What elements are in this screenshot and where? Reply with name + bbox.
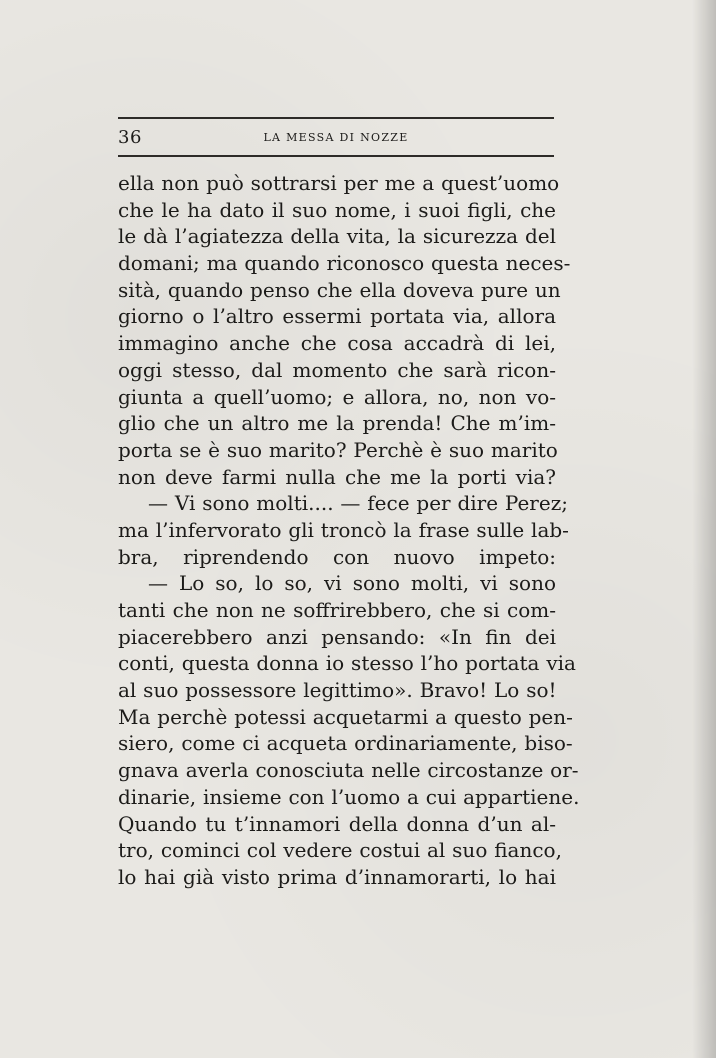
- spine-shadow: [692, 0, 716, 1058]
- text-line: giunta a quell’uomo; e allora, no, non vo-: [118, 384, 556, 409]
- text-line: le dà l’agiatezza della vita, la sicurezza del: [118, 224, 556, 249]
- text-line: tro, cominci col vedere costui al suo fianco,: [118, 838, 562, 863]
- text-line: oggi stesso, dal momento che sarà ricon-: [118, 357, 556, 382]
- text-line: piacerebbero anzi pensando: «In fin dei: [118, 624, 556, 649]
- text-line: porta se è suo marito? Perchè è suo marito: [118, 437, 558, 462]
- text-line: bra, riprendendo con nuovo impeto:: [118, 544, 556, 569]
- text-line: conti, questa donna io stesso l’ho portata via: [118, 651, 576, 676]
- text-line: ma l’infervorato gli troncò la frase sulle lab-: [118, 517, 569, 542]
- text-line: giorno o l’altro essermi portata via, allora: [118, 304, 556, 329]
- text-line: dinarie, insieme con l’uomo a cui appartiene.: [118, 784, 580, 809]
- text-line: lo hai già visto prima d’innamorarti, lo hai: [118, 864, 556, 889]
- text-line: — Lo so, lo so, vi sono molti, vi sono: [148, 571, 556, 596]
- text-line: domani; ma quando riconosco questa neces-: [118, 251, 571, 276]
- text-line: gnava averla conosciuta nelle circostanze or-: [118, 758, 579, 783]
- text-line: Ma perchè potessi acquetarmi a questo pen-: [118, 704, 573, 729]
- text-line: che le ha dato il suo nome, i suoi figli, che: [118, 197, 556, 222]
- text-line: tanti che non ne soffrirebbero, che si com-: [118, 598, 556, 622]
- text-line: immagino anche che cosa accadrà di lei,: [118, 331, 556, 356]
- text-line: ella non può sottrarsi per me a quest’uomo: [118, 171, 560, 195]
- text-line: glio che un altro me la prenda! Che m’im-: [118, 411, 556, 436]
- header-rule-bottom: [118, 155, 554, 157]
- running-title: LA MESSA DI NOZZE: [263, 131, 409, 144]
- text-line: non deve farmi nulla che me la porti via?: [118, 464, 556, 489]
- text-line: siero, come ci acqueta ordinariamente, biso-: [118, 731, 573, 756]
- page-number: 36: [118, 127, 142, 148]
- text-line: sità, quando penso che ella doveva pure un: [118, 277, 561, 302]
- text-line: Quando tu t’innamori della donna d’un al-: [118, 811, 556, 836]
- header-rule-top: [118, 117, 554, 119]
- text-line: al suo possessore legittimo». Bravo! Lo so!: [118, 678, 557, 703]
- body-text: [118, 170, 580, 891]
- text-line: — Vi sono molti.... — fece per dire Perez;: [148, 491, 568, 516]
